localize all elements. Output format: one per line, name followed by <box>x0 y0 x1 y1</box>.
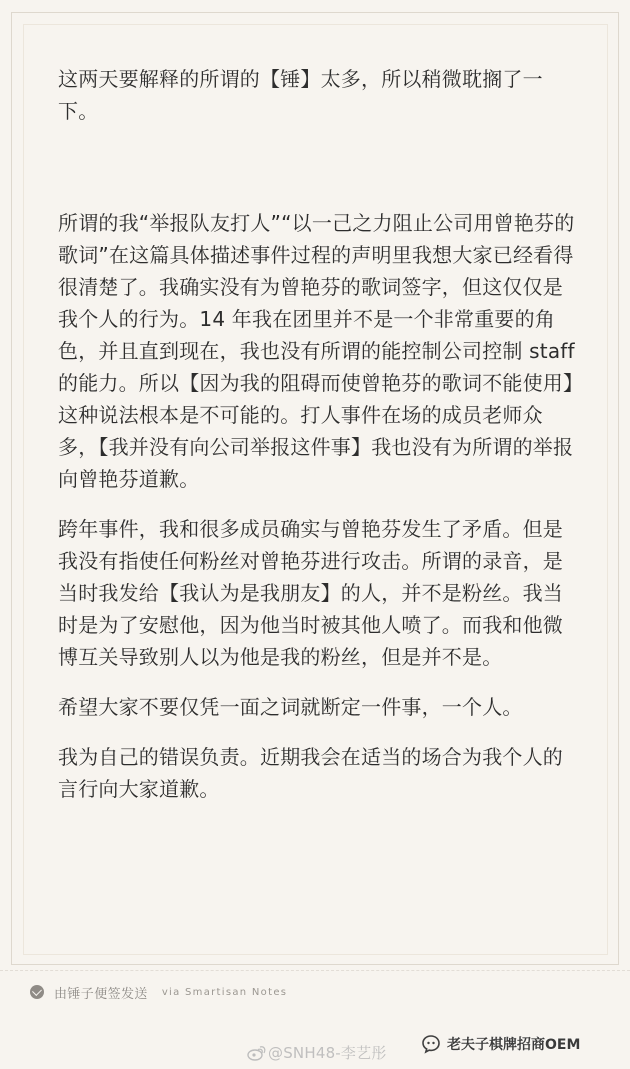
wechat-account-icon <box>420 1033 442 1055</box>
footer-send-text: 由锤子便签发送 <box>54 986 148 1002</box>
weibo-watermark-text: @SNH48-李艺彤 <box>268 1044 387 1062</box>
footer-via-text: via Smartisan Notes <box>161 986 288 998</box>
paragraph-5: 我为自己的错误负责。近期我会在适当的场合为我个人的言行向大家道歉。 <box>58 745 563 801</box>
weibo-watermark <box>246 1042 387 1063</box>
paragraph-3: 跨年事件，我和很多成员确实与曾艳芬发生了矛盾。但是我没有指使任何粉丝对曾艳芬进行攻击。所谓的录音，是当时我发给【我认为是我朋友】的人，并不是粉丝。我当时是为了安慰他，因为他当时被其他人喷了。而我和他微博互关导致别人以为他是我的粉丝，但是并不是。 <box>58 517 563 669</box>
note-footer <box>30 982 287 1002</box>
smartisan-logo-icon <box>30 985 44 999</box>
footer-divider <box>0 970 630 971</box>
wechat-account-text: 老夫子棋牌招商OEM <box>447 1037 581 1053</box>
weibo-icon <box>246 1045 266 1061</box>
paragraph-4: 希望大家不要仅凭一面之词就断定一件事，一个人。 <box>58 695 523 719</box>
paragraph-2: 所谓的我“举报队友打人”“以一己之力阻止公司用曾艳芬的歌词”在这篇具体描述事件过程的声明里我想大家已经看得很清楚了。我确实没有为曾艳芬的歌词签字，但这仅仅是我个人的行为。14 年我在团里并不是一个非常重要的角色，并且直到现在，我也没有所谓的能控制公司控制 staff 的能力。所以【因为我的阻碍而使曾艳芬的歌词不能使用】这种说法根本是不可能的。打人事件在场的成员老师众多，【我并没有向公司举报这件事】我也没有为所谓的举报向曾艳芬道歉。 <box>58 211 575 491</box>
wechat-account-watermark <box>420 1033 580 1055</box>
note-content <box>58 63 579 805</box>
paragraph-1: 这两天要解释的所谓的【锤】太多，所以稍微耽搁了一下。 <box>58 67 543 123</box>
